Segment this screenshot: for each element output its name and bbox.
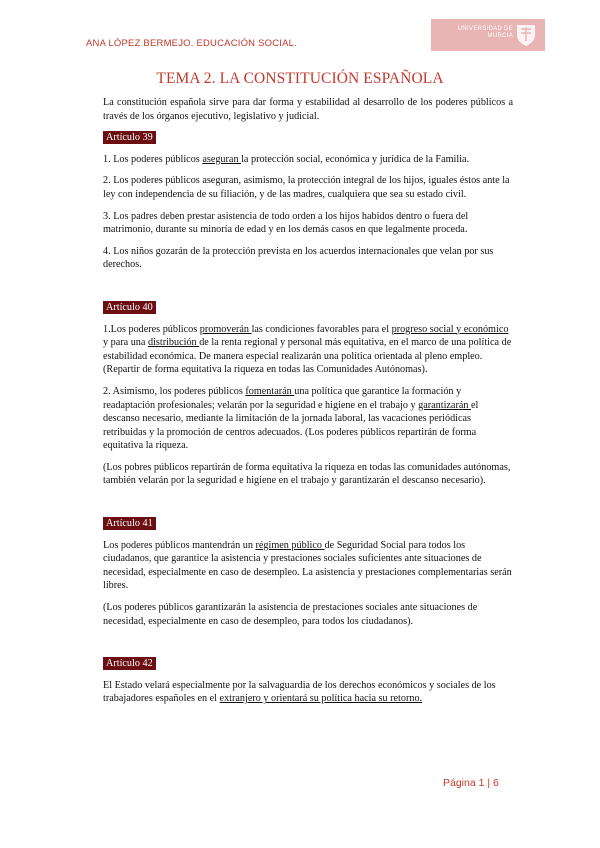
- underlined-term: fomentarán: [245, 385, 295, 397]
- text-span: El Estado velará especialmente por la salvaguardia de los derechos económicos y sociales de los trabajadores españoles en el: [103, 679, 496, 705]
- article-41-heading: Artículo 41: [103, 517, 156, 530]
- article-40-heading-wrap: [103, 301, 513, 315]
- article-41-paragraph-1: [103, 539, 513, 593]
- article-39-paragraph-3: 3. Los padres deben prestar asistencia de todo orden a los hijos habidos dentro o fuera del matrimonio, durante su minoría de edad y en los demás casos en que legalmente proceda.: [103, 210, 469, 236]
- document-body: [103, 96, 513, 714]
- page-number: Página 1 | 6: [443, 777, 499, 789]
- underlined-term: progreso social y económico: [391, 323, 509, 335]
- text-span: de Seguridad Social para todos los ciudadanos, que garantice la asistencia y prestaciones sociales suficientes ante situaciones de necesidad, especialmente en caso de desempleo. La asistencia y prestaciones complementarias serán libres.: [103, 539, 512, 592]
- article-39-heading: Artículo 39: [103, 131, 156, 144]
- underlined-term: garantizarán: [418, 399, 472, 411]
- article-39-paragraph-4: 4. Los niños gozarán de la protección prevista en los acuerdos internacionales que velan por sus derechos.: [103, 245, 494, 271]
- underlined-term: promoverán: [199, 323, 252, 335]
- article-42-heading-wrap: [103, 657, 513, 671]
- text-span: 1.Los poderes públicos: [103, 323, 200, 335]
- text-span: el descanso necesario, mediante la limitación de la jornada laboral, las vacaciones periódicas retribuidas y la promoción de centros adecuados. (Los poderes públicos repartirán de forma equitativa la riqueza.: [103, 399, 479, 452]
- article-39-paragraph-1: [103, 153, 513, 167]
- university-logo: [431, 19, 545, 51]
- logo-text: [443, 26, 513, 40]
- text-span: y para una: [103, 337, 148, 349]
- article-39-heading-wrap: [103, 131, 513, 145]
- article-40-heading: Artículo 40: [103, 301, 156, 314]
- text-span: 2. Asimismo, los poderes públicos: [103, 385, 246, 397]
- underlined-term: distribución: [147, 337, 200, 349]
- text-span: una política que garantice la formación y readaptación profesionales; velarán por la seguridad e higiene en el trabajo y: [103, 385, 462, 411]
- header-author: ANA LÓPEZ BERMEJO. EDUCACIÓN SOCIAL.: [86, 38, 297, 49]
- article-39-paragraph-2: 2. Los poderes públicos aseguran, asimismo, la protección integral de los hijos, iguales éstos ante la ley con independencia de su filiación, y de las madres, cualquiera que sea su estado civil.: [103, 175, 510, 200]
- page-title: TEMA 2. LA CONSTITUCIÓN ESPAÑOLA: [156, 70, 444, 87]
- article-42-paragraph-1: [103, 679, 513, 706]
- article-40-paragraph-1: [103, 323, 513, 377]
- logo-line-2: MURCIA: [487, 33, 513, 39]
- article-40-paragraph-3: (Los pobres públicos repartirán de forma equitativa la riqueza en todas las comunidades autónomas, también velarán por la seguridad e higiene en el trabajo y garantizarán el descanso necesario).: [103, 461, 511, 487]
- underlined-term: régimen público: [255, 539, 325, 551]
- article-42-heading: Artículo 42: [103, 657, 156, 670]
- article-41-heading-wrap: [103, 517, 513, 531]
- intro-paragraph: La constitución española sirve para dar forma y estabilidad al desarrollo de los poderes públicos a través de los órganos ejecutivo, legislativo y judicial.: [103, 97, 513, 122]
- text-span: de la renta regional y personal más equitativa, en el marco de una política de estabilidad económica. De manera especial realizarán una política orientada al pleno empleo. (Repartir de forma equitativa la riqueza en todas las Comunidades Autónomas).: [103, 337, 512, 376]
- text-span: las condiciones favorables para el: [251, 323, 392, 335]
- logo-line-1: UNIVERSIDAD DE: [457, 26, 513, 32]
- university-emblem-icon: [515, 23, 537, 47]
- underlined-term: extranjero y orientará su política hacia su retorno.: [219, 693, 423, 705]
- article-40-paragraph-2: [103, 385, 513, 453]
- text-span: Los poderes públicos mantendrán un: [103, 539, 256, 551]
- article-41-paragraph-2: (Los poderes públicos garantizarán la asistencia de prestaciones sociales ante situaciones de necesidad, especialmente en caso de desempleo, para todos los ciudadanos).: [103, 602, 478, 627]
- text-span: 1. Los poderes públicos: [103, 153, 203, 165]
- underlined-term: aseguran: [202, 153, 242, 165]
- text-span: la protección social, económica y jurídica de la Familia.: [241, 153, 470, 165]
